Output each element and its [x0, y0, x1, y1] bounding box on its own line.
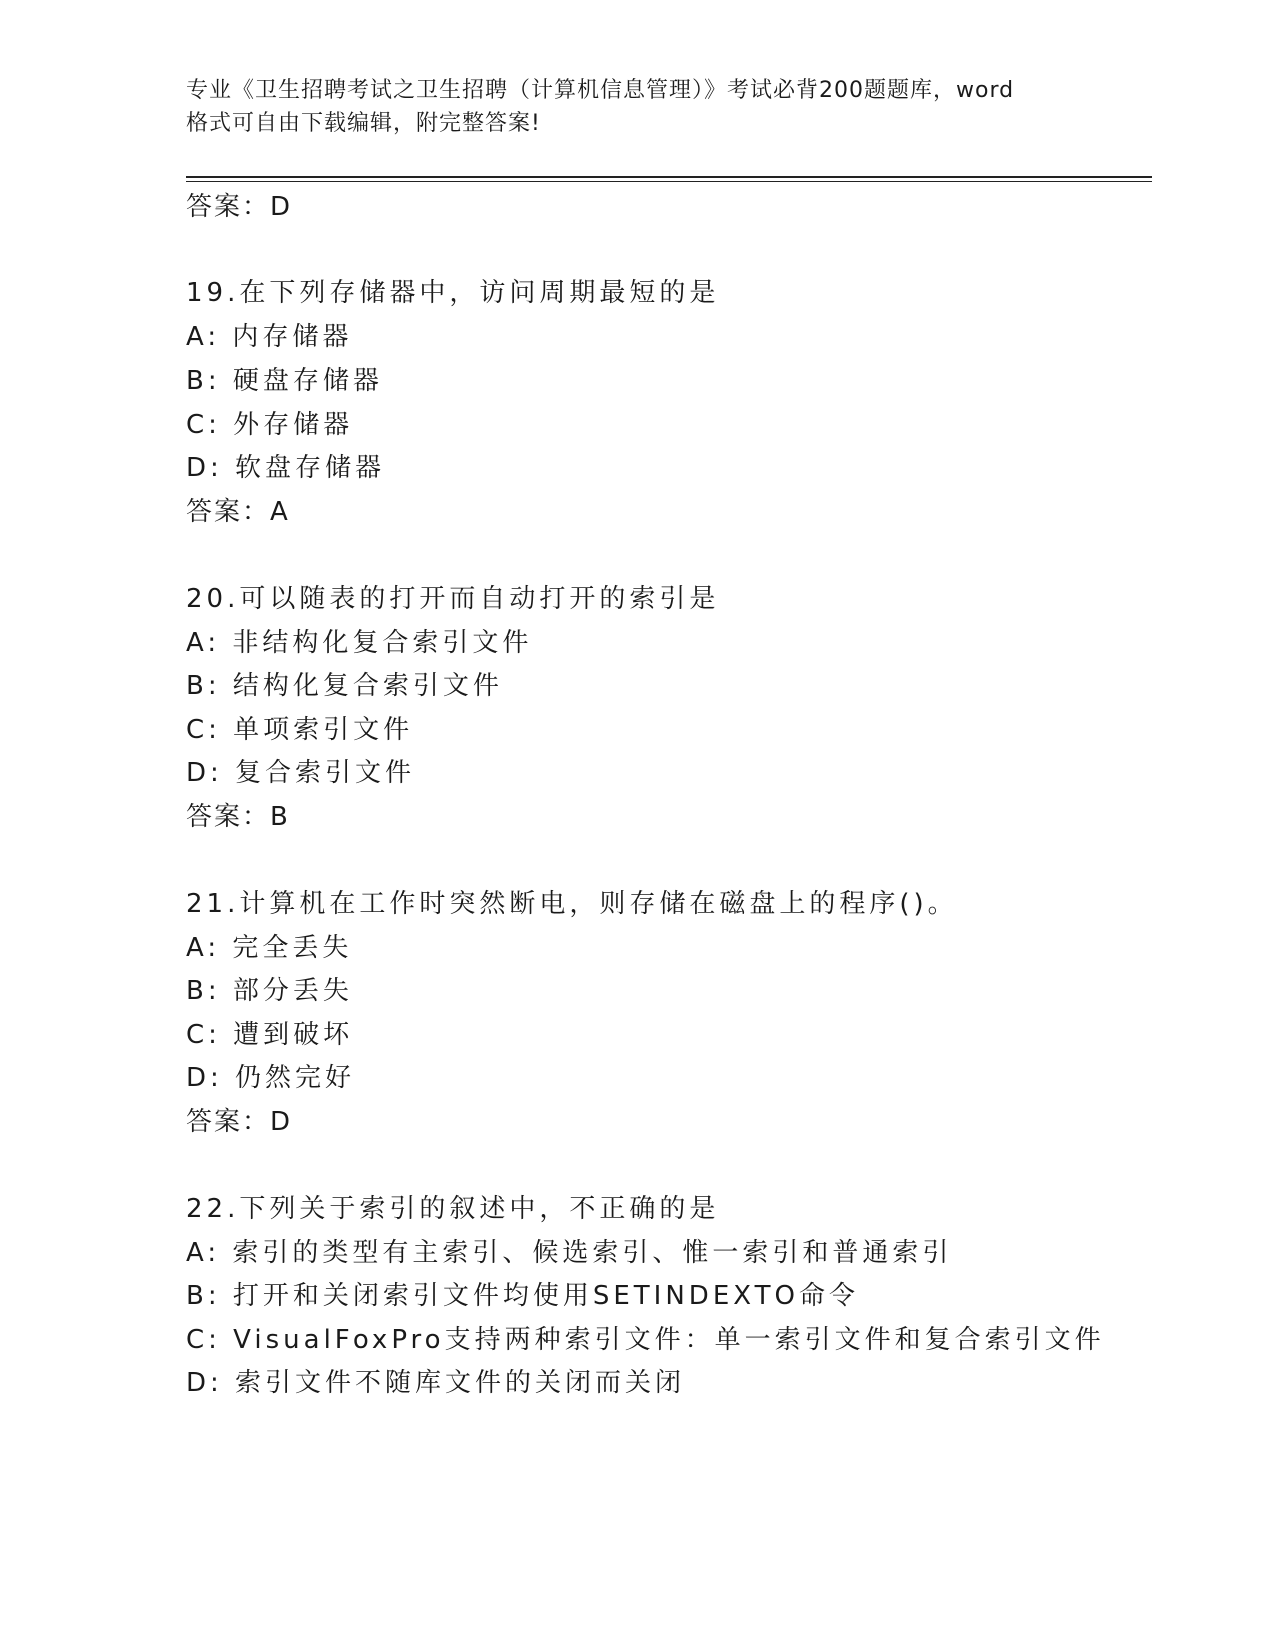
question-21-option-d: D: 仍然完好	[186, 1063, 356, 1093]
question-19-stem: 19.在下列存储器中，访问周期最短的是	[186, 278, 720, 308]
question-19-option-d: D: 软盘存储器	[186, 453, 386, 483]
question-22-option-d: D: 索引文件不随库文件的关闭而关闭	[186, 1368, 686, 1398]
question-22-option-b: B: 打开和关闭索引文件均使用SETINDEXTO命令	[186, 1281, 859, 1311]
question-19-option-c: C: 外存储器	[186, 410, 354, 440]
header-divider-thin	[186, 181, 1152, 182]
question-21-option-b: B: 部分丢失	[186, 976, 353, 1006]
question-19-option-a: A: 内存储器	[186, 322, 353, 352]
question-20-option-c: C: 单项索引文件	[186, 715, 414, 745]
header-divider-thick	[186, 176, 1152, 178]
header-line-1: 专业《卫生招聘考试之卫生招聘（计算机信息管理）》考试必背200题题库，word	[186, 78, 1015, 103]
question-20-answer: 答案：B	[186, 802, 290, 832]
question-22-stem: 22.下列关于索引的叙述中，不正确的是	[186, 1194, 720, 1224]
question-21-answer: 答案：D	[186, 1107, 293, 1137]
question-19-answer: 答案：A	[186, 497, 290, 527]
question-19-option-b: B: 硬盘存储器	[186, 366, 383, 396]
answer-previous: 答案：D	[186, 192, 293, 222]
question-20-option-d: D: 复合索引文件	[186, 758, 416, 788]
question-20-option-b: B: 结构化复合索引文件	[186, 671, 503, 701]
question-20-option-a: A: 非结构化复合索引文件	[186, 628, 533, 658]
header-line-2: 格式可自由下载编辑，附完整答案!	[186, 111, 541, 136]
question-20-stem: 20.可以随表的打开而自动打开的索引是	[186, 584, 720, 614]
question-22-option-a: A: 索引的类型有主索引、候选索引、惟一索引和普通索引	[186, 1238, 953, 1268]
question-22-option-c: C: VisualFoxPro支持两种索引文件：单一索引文件和复合索引文件	[186, 1325, 1105, 1355]
question-21-option-c: C: 遭到破坏	[186, 1020, 354, 1050]
document-header	[186, 74, 1086, 140]
question-21-option-a: A: 完全丢失	[186, 933, 353, 963]
question-21-stem: 21.计算机在工作时突然断电，则存储在磁盘上的程序()。	[186, 889, 958, 919]
